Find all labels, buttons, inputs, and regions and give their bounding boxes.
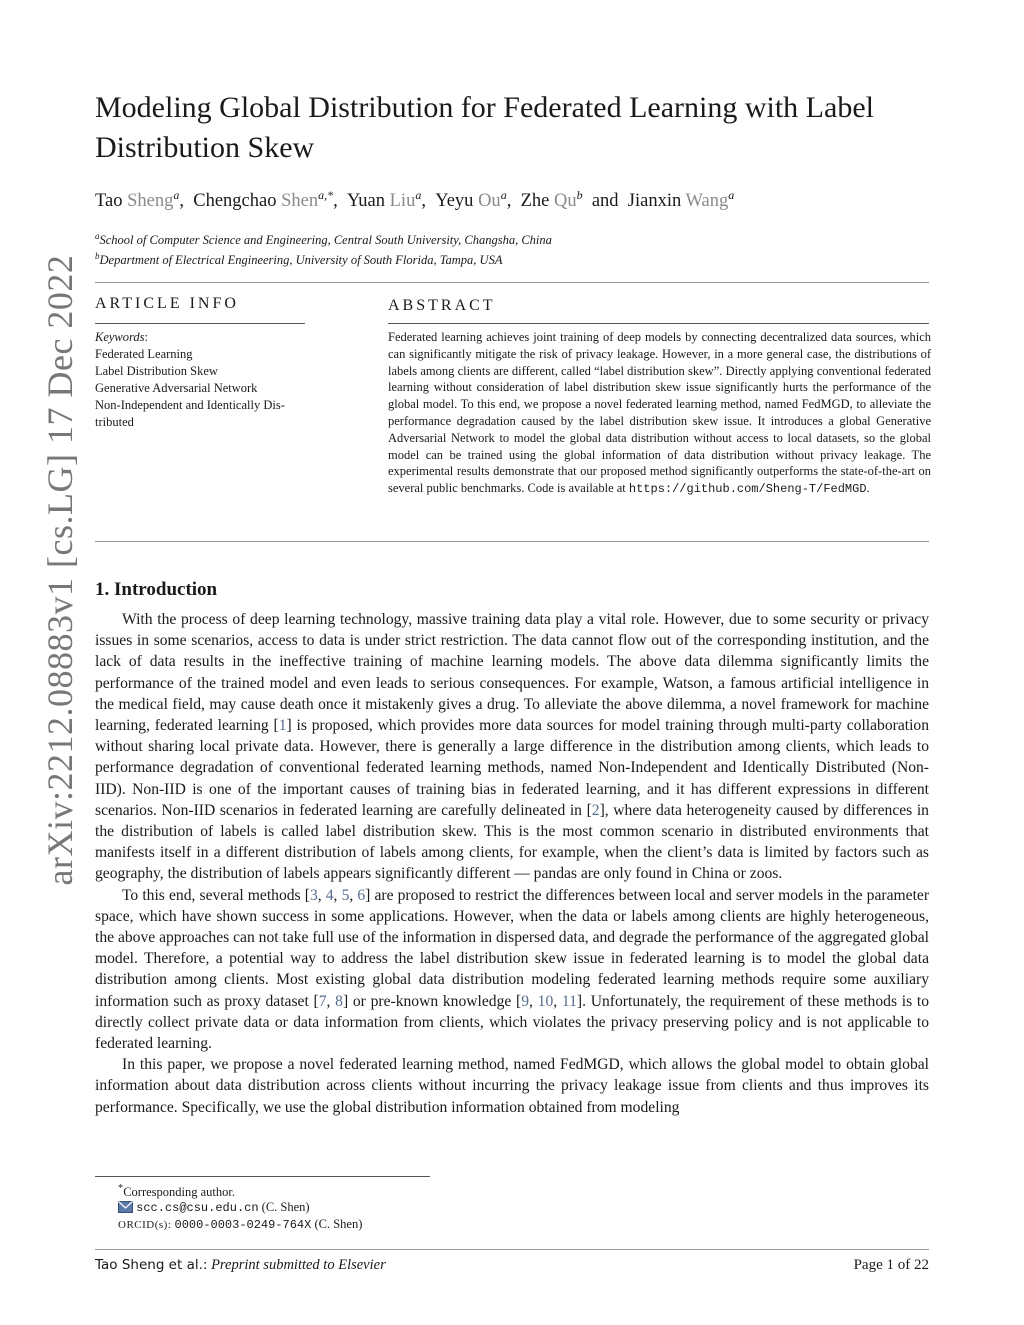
paragraph-text: , [326, 992, 336, 1010]
citation-link[interactable]: 1 [278, 717, 287, 735]
keywords-label: Keywords: [95, 330, 149, 344]
author-name: Tao Sheng$^a$ [95, 188, 180, 212]
paragraph-text: , [317, 886, 326, 904]
top-rule [95, 282, 929, 283]
author-name: Zhe Qu$^b$ [520, 188, 583, 212]
paragraph-text: ]. Unfortunately, the requirement of these methods is to directly collect private data or data information from clients, which violates the privacy preserving policy and is not applicable to federated learning. [95, 992, 930, 1053]
citation-link[interactable]: 11 [561, 992, 577, 1010]
citation-link[interactable]: 7 [318, 992, 327, 1010]
footer-citation [95, 1257, 386, 1274]
footnote-corresponding [118, 1180, 235, 1201]
orcid-owner: (C. Shen) [314, 1217, 363, 1231]
author-name: Yeyu Ou$^a$ [435, 188, 507, 212]
code-link[interactable]: https://github.com/Sheng-T/FedMGD [628, 482, 867, 497]
paragraph-text: With the process of deep learning technology, massive training data play a vital role. However, due to some security or privacy issues in some scenarios, access to data is under strict restriction. The data cannot flow out of the corresponding institution, and the lack of data results in the ineffective training of machine learning models. The above data dilemma significantly limits the performance of the trained model and even leads to serious consequences. For example, Watson, a famous artificial intelligence in the medical field, may cause death once it mistakenly gives a drug. To alleviate the above dilemma, a novel framework for machine learning, federated learning [ [95, 611, 929, 735]
citation-link[interactable]: 2 [591, 801, 600, 819]
affiliation-text: Department of Electrical Engineering, University of South Florida, Tampa, USA [99, 253, 503, 268]
introduction-body [95, 609, 929, 1118]
keyword-item: Non-Independent and Identically Dis- [95, 398, 285, 412]
keyword-item: Generative Adversarial Network [95, 381, 258, 395]
footer-rule [95, 1249, 929, 1250]
citation-link[interactable]: 10 [537, 992, 554, 1010]
abstract-heading: ABSTRACT [388, 297, 496, 314]
paragraph-text: ] is proposed, which provides more data sources for model training through multi-party collaboration without sharing local private data. However, there is generally a large difference in the distribution among clients, which leads to performance degradation of conventional federated learning methods, named Non-Independent and Identically Distributed (Non-IID). Non-IID is one of the important causes of training bias in federated learning, and it has different expressions in different scenarios. Non-IID scenarios in federated learning are carefully delineated in [ [95, 717, 930, 819]
paragraph-3: In this paper, we propose a novel federated learning method, named FedMGD, which allows the global model to obtain global information about data distribution across clients without incurring the privacy leakage issue from clients and thus improves its performance. Specifically, we use the global distribution information obtained from modeling [95, 1056, 929, 1116]
citation-link[interactable]: 9 [521, 992, 530, 1010]
paragraph-text: ] are proposed to restrict the differences between local and server models in the parameter space, which have shown success in some applications. However, when the data or labels among clients are highly heterogeneous, the above approaches can not take full use of the information in dispersed data, and degrade the performance of the aggregated global model. Therefore, a potential way to address the label distribution skew issue in federated learning is to model the global data distribution among clients. Most existing global data distribution modeling federated learning methods require some auxiliary information such as proxy dataset [ [95, 886, 930, 1010]
paragraph-text: To this end, several methods [ [122, 886, 310, 904]
author-name: Chengchao Shen$^{a,*}$ [193, 188, 334, 212]
citation-link[interactable]: 3 [309, 886, 318, 904]
citation-link[interactable]: 4 [325, 886, 334, 904]
affiliation-a [95, 227, 955, 249]
abstract-period: . [866, 481, 870, 496]
paragraph-text: , [349, 886, 358, 904]
footnote-orcid [118, 1216, 362, 1234]
article-info-heading: ARTICLE INFO [95, 295, 239, 312]
author-name: Jianxin Wang$^a$ [627, 188, 735, 212]
paragraph-text: , [529, 992, 538, 1010]
affiliation-mark: a [95, 231, 100, 241]
paragraph-text: ] or pre-known knowledge [ [342, 992, 522, 1010]
footnote-text: Corresponding author. [123, 1185, 235, 1200]
abstract-text: Federated learning achieves joint training of deep models by connecting decentralized data sources, which can significantly mitigate the risk of privacy leakage. However, in a more general case, the distributions of labels among clients are different, called “label distribution skew”. Directly applying conventional federated learning without consideration of label distribution skew issue significantly hurts the performance of the global model. To this end, we propose a novel federated learning method, named FedMGD, to alleviate the performance degradation caused by the label distribution skew issue. It introduces a global Generative Adversarial Network to model the global data distribution without access to local datasets, so the global model can be trained using the global information of data distribution without privacy leakage. The experimental results demonstrate that our proposed method significantly outperforms the state-of-the-art on several public benchmarks. Code is available at [388, 330, 931, 496]
footer-colon: : [202, 1257, 208, 1273]
orcid-link[interactable]: 0000-0003-0249-764X [174, 1218, 312, 1232]
abstract-rule [388, 323, 929, 324]
footnote-rule [95, 1176, 430, 1177]
footer-author: Tao Sheng et al. [95, 1257, 203, 1273]
paragraph-text: ], where data heterogeneity caused by differences in the distribution of labels is called label distribution skew. This is the most common scenario in distributed environments that manifests itself in a different distribution of labels among clients, for example, when the client’s data is limited by factors such as geography, the distribution of labels appears significantly different — pandas are only found in China or zoos. [95, 801, 929, 883]
affiliation-text: School of Computer Science and Engineering, Central South University, Changsha, China [99, 233, 552, 248]
keywords-block [95, 329, 315, 431]
abstract-body [388, 329, 931, 498]
mid-rule [95, 541, 929, 542]
paragraph-text: , [553, 992, 562, 1010]
keyword-item: tributed [95, 415, 134, 429]
email-owner: (C. Shen) [261, 1200, 310, 1214]
section-heading-introduction: 1. Introduction [95, 579, 218, 600]
citation-link[interactable]: 5 [341, 886, 350, 904]
affiliation-mark: b [95, 251, 100, 261]
keyword-item: Label Distribution Skew [95, 364, 218, 378]
keyword-item: Federated Learning [95, 347, 193, 361]
author-name: Yuan Liu$^a$ [346, 188, 422, 212]
footer-venue: Preprint submitted to Elsevier [211, 1257, 386, 1273]
page-number: Page 1 of 22 [853, 1257, 929, 1273]
author-list: Tao Sheng$^a$, Chengchao Shen$^{a,*}$, Yuan Liu$^a$, Yeyu Ou$^a$, Zhe Qu$^b$ and Jianxin Wang$^a$ [95, 188, 735, 212]
footnote-mark: * [118, 1183, 124, 1194]
citation-link[interactable]: 6 [357, 886, 366, 904]
paragraph-1 [95, 609, 929, 885]
citation-link[interactable]: 8 [335, 992, 343, 1010]
email-link[interactable]: scc.cs@csu.edu.cn [136, 1201, 259, 1215]
paper-title: Modeling Global Distribution for Federated Learning with Label Distribution Skew [95, 91, 874, 164]
arxiv-stamp: arXiv:2212.08883v1 [cs.LG] 17 Dec 2022 [40, 254, 80, 886]
paragraph-2 [95, 885, 929, 1055]
article-info-rule [95, 323, 305, 324]
affiliation-b [95, 247, 955, 269]
paragraph-text: , [333, 886, 342, 904]
orcid-label: ORCID(s): [118, 1219, 172, 1231]
